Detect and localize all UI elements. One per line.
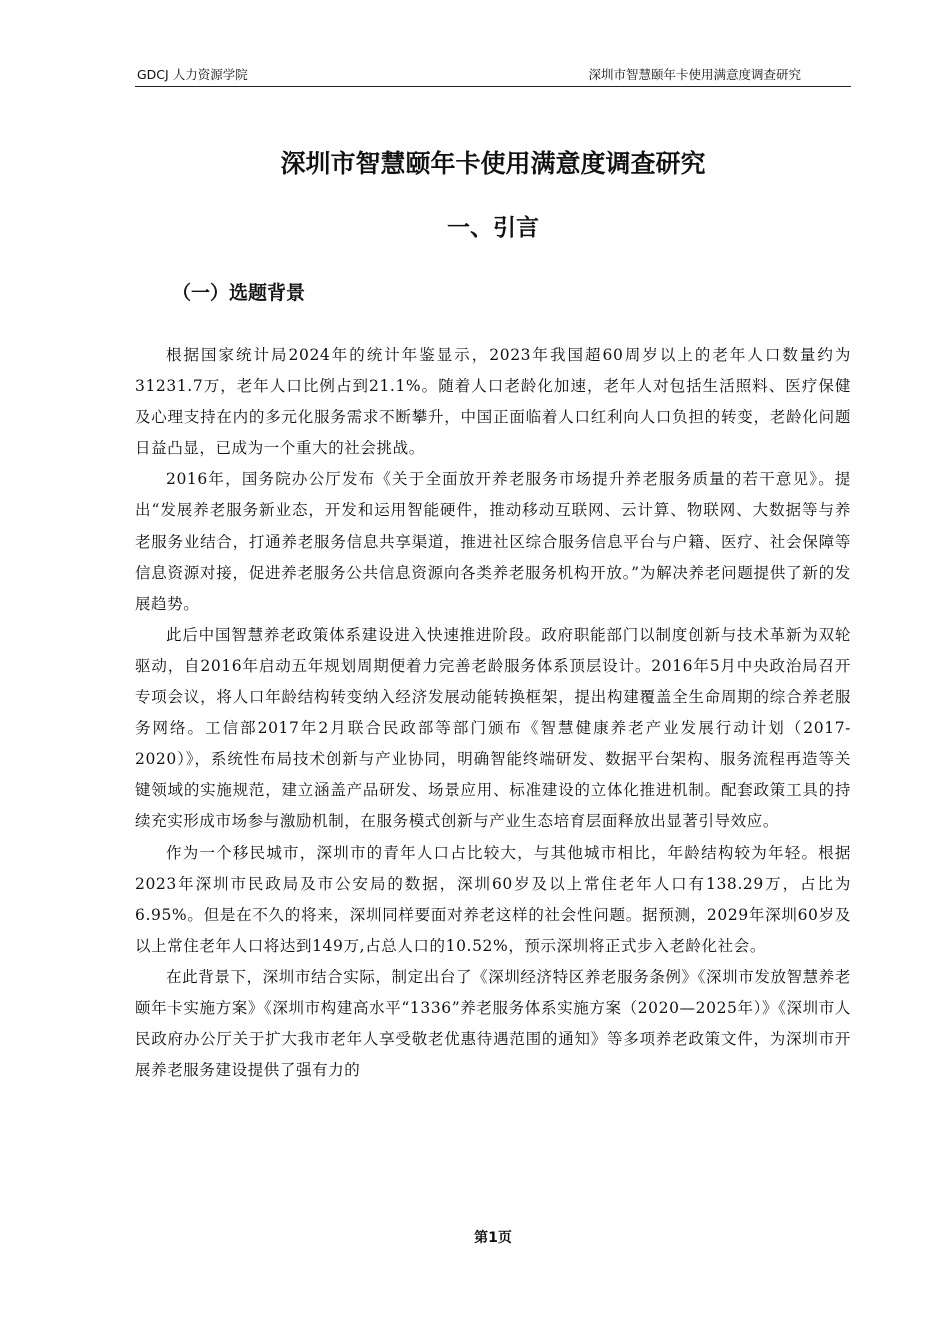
page-number: 第1页 [474, 1230, 512, 1246]
page-header [135, 66, 851, 87]
subsection-heading: （一）选题背景 [172, 282, 306, 304]
document-title: 深圳市智慧颐年卡使用满意度调查研究 [280, 149, 706, 178]
paragraph: 此后中国智慧养老政策体系建设进入快速推进阶段。政府职能部门以制度创新与技术革新为双轮驱动，自2016年启动五年规划周期便着力完善老龄服务体系顶层设计。2016年5月中央政治局召开专项会议，将人口年龄结构转变纳入经济发展动能转换框架，提出构建覆盖全生命周期的综合养老服务网络。工信部2017年2月联合民政部等部门颁布《智慧健康养老产业发展行动计划（2017-2020）》，系统性布局技术创新与产业协同，明确智能终端研发、数据平台架构、服务流程再造等关键领域的实施规范，建立涵盖产品研发、场景应用、标准建设的立体化推进机制。配套政策工具的持续充实形成市场参与激励机制，在服务模式创新与产业生态培育层面释放出显著引导效应。 [135, 625, 851, 831]
body-text [135, 340, 851, 1086]
section-heading: 一、引言 [447, 215, 539, 241]
paragraph: 在此背景下，深圳市结合实际，制定出台了《深圳经济特区养老服务条例》《深圳市发放智慧养老颐年卡实施方案》《深圳市构建高水平“1336”养老服务体系实施方案（2020—2025年）》《深圳市人民政府办公厅关于扩大我市老年人享受敬老优惠待遇范围的通知》等多项养老政策文件，为深圳市开展养老服务建设提供了强有力的 [135, 967, 851, 1080]
paragraph: 2016年，国务院办公厅发布《关于全面放开养老服务市场提升养老服务质量的若干意见》。提出“发展养老服务新业态，开发和运用智能硬件，推动移动互联网、云计算、物联网、大数据等与养老服务业结合，打通养老服务信息共享渠道，推进社区综合服务信息平台与户籍、医疗、社会保障等信息资源对接，促进养老服务公共信息资源向各类养老服务机构开放。”为解决养老问题提供了新的发展趋势。 [135, 470, 851, 613]
paragraph: 根据国家统计局2024年的统计年鉴显示，2023年我国超60周岁以上的老年人口数量约为31231.7万，老年人口比例占到21.1%。随着人口老龄化加速，老年人对包括生活照料、医疗保健及心理支持在内的多元化服务需求不断攀升，中国正面临着人口红利向人口负担的转变，老龄化问题日益凸显，已成为一个重大的社会挑战。 [135, 346, 851, 458]
paragraph: 作为一个移民城市，深圳市的青年人口占比较大，与其他城市相比，年龄结构较为年轻。根据2023年深圳市民政局及市公安局的数据，深圳60岁及以上常住老年人口有138.29万，占比为6.95%。但是在不久的将来，深圳同样要面对养老这样的社会性问题。据预测，2029年深圳60岁及以上常住老年人口将达到149万,占总人口的10.52%，预示深圳将正式步入老龄化社会。 [135, 843, 851, 955]
header-institution: GDCJ 人力资源学院 [137, 67, 248, 82]
header-document-title: 深圳市智慧颐年卡使用满意度调查研究 [588, 67, 801, 82]
